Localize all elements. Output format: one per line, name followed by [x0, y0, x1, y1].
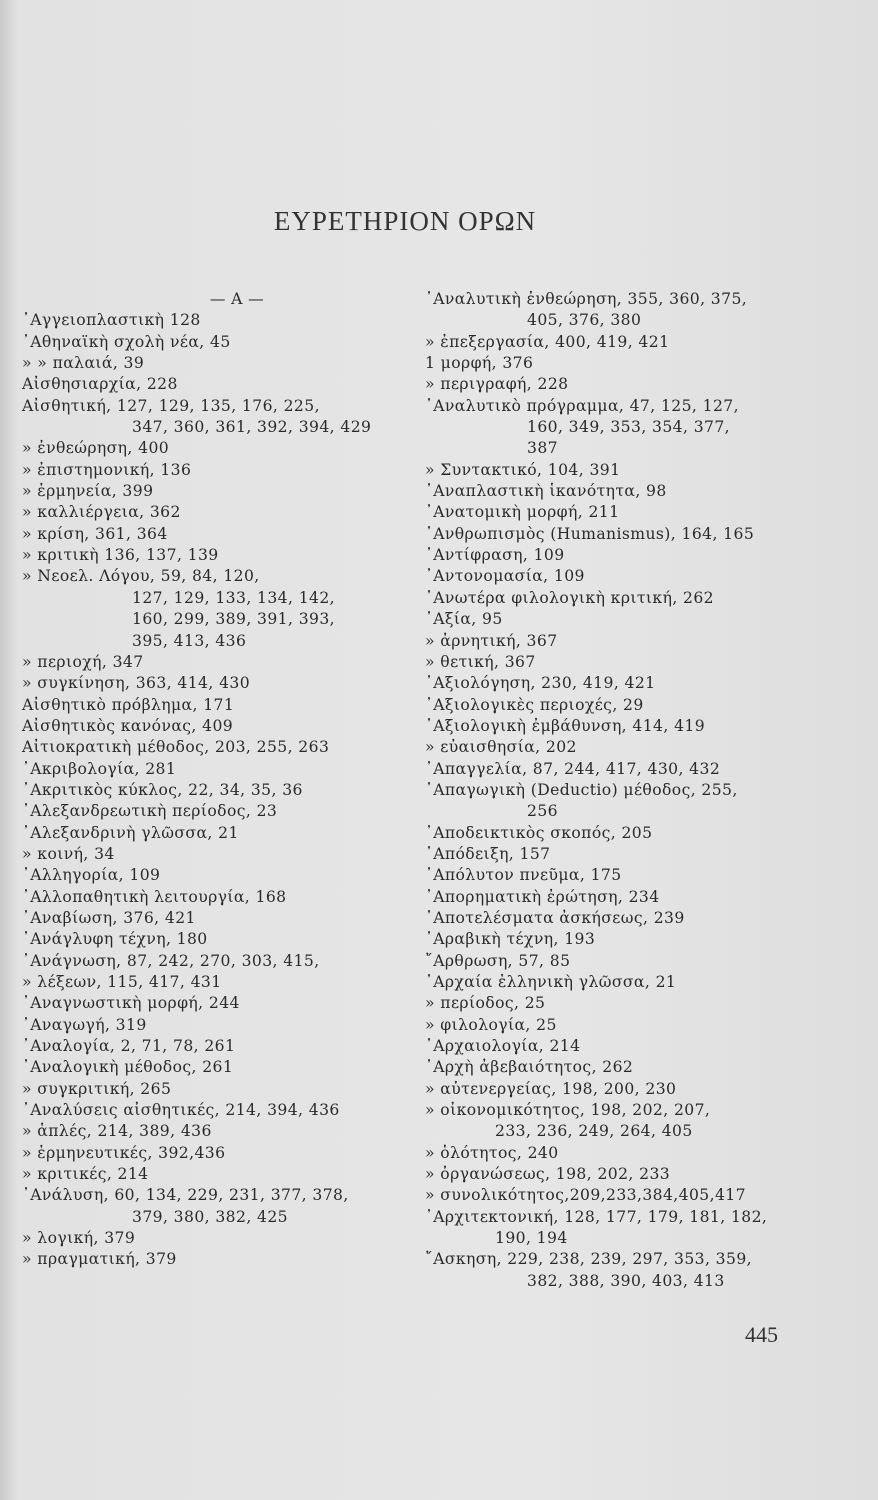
index-entry: ᾽Απαγωγικὴ (Deductio) μέθοδος, 255,	[425, 780, 738, 799]
index-entry: Αἰσθησιαρχία, 228	[22, 375, 178, 394]
index-entry: ᾽Αρχιτεκτονική, 128, 177, 179, 181, 182,	[425, 1207, 768, 1226]
index-entry: ᾽Αλλοπαθητικὴ λειτουργία, 168	[22, 887, 287, 906]
index-entry: » περιγραφή, 228	[425, 375, 569, 394]
index-entry: ᾽Απορηματικὴ ἐρώτηση, 234	[425, 887, 660, 906]
index-entry: 379, 380, 382, 425	[132, 1207, 288, 1226]
index-entry: » Συντακτικό, 104, 391	[425, 460, 621, 479]
index-entry: Αἰσθητική, 127, 129, 135, 176, 225,	[22, 396, 320, 415]
index-entry: ᾽Ακριτικὸς κύκλος, 22, 34, 35, 36	[22, 780, 303, 799]
index-entry: » εὐαισθησία, 202	[425, 738, 577, 757]
index-entry: ᾽Αξία, 95	[425, 610, 503, 629]
index-entry: ᾽Απαγγελία, 87, 244, 417, 430, 432	[425, 759, 721, 778]
index-entry: ᾽Ανάγνωση, 87, 242, 270, 303, 415,	[22, 951, 320, 970]
index-entry: ᾽Αραβικὴ τέχνη, 193	[425, 930, 596, 949]
index-entry: » περιοχή, 347	[22, 652, 144, 671]
index-entry: ᾽Αναλογικὴ μέθοδος, 261	[22, 1058, 234, 1077]
index-entry: ᾽Ανάλυση, 60, 134, 229, 231, 377, 378,	[22, 1186, 349, 1205]
index-entry: ᾽Αξιολογικὲς περιοχές, 29	[425, 695, 644, 714]
index-entry: ᾽Αναλυτικὸ πρόγραμμα, 47, 125, 127,	[425, 396, 739, 415]
index-entry: ᾽Ανατομικὴ μορφή, 211	[425, 503, 620, 522]
index-entry: ᾽Αναπλαστικὴ ἱκανότητα, 98	[425, 482, 667, 501]
index-entry: » συγκριτική, 265	[22, 1079, 172, 1098]
index-entry: ῎Αρθρωση, 57, 85	[425, 951, 571, 970]
index-entry: ᾽Αναβίωση, 376, 421	[22, 908, 196, 927]
index-entry: 190, 194	[495, 1229, 568, 1248]
index-entry: » ἐπεξεργασία, 400, 419, 421	[425, 332, 670, 351]
index-entry: » ἑρμηνευτικές, 392,436	[22, 1143, 226, 1162]
index-column-left	[22, 289, 392, 1271]
index-entry: ᾽Ακριβολογία, 281	[22, 759, 177, 778]
index-entry: ᾽Αποδεικτικὸς σκοπός, 205	[425, 823, 653, 842]
index-entry: ᾽Αλληγορία, 109	[22, 866, 161, 885]
index-entry: ᾽Ανθρωπισμὸς (Humanismus), 164, 165	[425, 524, 755, 543]
index-entry: ᾽Αναγωγή, 319	[22, 1015, 147, 1034]
index-entry: ᾽Αναλογία, 2, 71, 78, 261	[22, 1037, 236, 1056]
index-entry: 387	[527, 439, 558, 458]
index-entry: 405, 376, 380	[527, 311, 642, 330]
index-entry: » » παλαιά, 39	[22, 354, 145, 373]
index-entry: Αἰτιοκρατικὴ μέθοδος, 203, 255, 263	[22, 738, 330, 757]
index-entry: » συνολικότητος,209,233,384,405,417	[425, 1186, 746, 1205]
index-entry: 233, 236, 249, 264, 405	[495, 1122, 693, 1141]
index-entry: » λέξεων, 115, 417, 431	[22, 973, 222, 991]
index-entry: ᾽Αθηναϊκὴ σχολὴ νέα, 45	[22, 332, 231, 351]
index-entry: Αἰσθητικὸς κανόνας, 409	[22, 716, 234, 735]
index-entry: ᾽Απόδειξη, 157	[425, 844, 551, 863]
index-entry: » κριτικές, 214	[22, 1165, 149, 1184]
index-entry: » ἐνθεώρηση, 400	[22, 439, 170, 458]
section-letter-heading: — Α —	[209, 290, 265, 308]
page-number: 445	[745, 1322, 778, 1347]
index-entry: » Νεοελ. Λόγου, 59, 84, 120,	[22, 567, 260, 586]
index-entry: ᾽Αξιολόγηση, 230, 419, 421	[425, 674, 656, 693]
index-entry: » αὐτενεργείας, 198, 200, 230	[425, 1079, 677, 1098]
index-entry: ᾽Αποτελέσματα ἀσκήσεως, 239	[425, 908, 685, 927]
index-entry: » κριτικὴ 136, 137, 139	[22, 546, 219, 565]
index-entry: ᾽Αρχὴ ἀβεβαιότητος, 262	[425, 1058, 634, 1077]
index-entry: » ἀρνητική, 367	[425, 631, 558, 650]
index-entry: ᾽Αλεξανδρινὴ γλῶσσα, 21	[22, 823, 239, 842]
index-entry: 127, 129, 133, 134, 142,	[132, 588, 336, 607]
index-column-right	[425, 289, 785, 1292]
index-entry: » ἑρμηνεία, 399	[22, 482, 154, 501]
index-entry: » ὀργανώσεως, 198, 202, 233	[425, 1165, 671, 1184]
index-entry: ῎Ασκηση, 229, 238, 239, 297, 353, 359,	[425, 1250, 752, 1269]
right-entries	[425, 289, 785, 1292]
index-entry: ᾽Ανάγλυφη τέχνη, 180	[22, 930, 208, 949]
index-entry: 256	[527, 802, 558, 821]
index-entry: » καλλιέργεια, 362	[22, 503, 181, 522]
index-entry: ᾽Αρχαία ἑλληνικὴ γλῶσσα, 21	[425, 973, 677, 991]
index-entry: » κρίση, 361, 364	[22, 524, 168, 543]
index-entry: 160, 299, 389, 391, 393,	[132, 610, 336, 629]
index-entry: Αἰσθητικὸ πρόβλημα, 171	[22, 695, 235, 714]
index-entry: ᾽Αξιολογικὴ ἐμβάθυνση, 414, 419	[425, 716, 706, 735]
index-entry: ᾽Αναγνωστικὴ μορφή, 244	[22, 994, 240, 1013]
index-entry: » κοινή, 34	[22, 844, 115, 863]
index-entry: » ἐπιστημονική, 136	[22, 460, 192, 479]
index-entry: » ἁπλές, 214, 389, 436	[22, 1122, 212, 1141]
index-entry: 1 μορφή, 376	[425, 354, 534, 373]
index-entry: ᾽Αλεξανδρεωτικὴ περίοδος, 23	[22, 802, 278, 821]
index-entry: ᾽Απόλυτον πνεῦμα, 175	[425, 866, 622, 885]
index-entry: 347, 360, 361, 392, 394, 429	[132, 418, 372, 437]
index-entry: » πραγματική, 379	[22, 1250, 177, 1269]
index-entry: » συγκίνηση, 363, 414, 430	[22, 674, 251, 693]
index-entry: » περίοδος, 25	[425, 994, 546, 1013]
index-entry: 160, 349, 353, 354, 377,	[527, 418, 731, 437]
index-entry: » ὁλότητος, 240	[425, 1143, 559, 1162]
index-entry: ᾽Ανωτέρα φιλολογικὴ κριτική, 262	[425, 588, 715, 607]
index-entry: 382, 388, 390, 403, 413	[527, 1271, 725, 1290]
index-entry: ᾽Αντονομασία, 109	[425, 567, 585, 586]
index-entry: » θετική, 367	[425, 652, 536, 671]
left-entries	[22, 310, 392, 1270]
index-entry: 395, 413, 436	[132, 631, 247, 650]
index-entry: ᾽Αναλύσεις αἰσθητικές, 214, 394, 436	[22, 1101, 340, 1120]
index-entry: » φιλολογία, 25	[425, 1015, 557, 1034]
page-title: ΕΥΡΕΤΗΡΙΟΝ ΟΡΩΝ	[273, 206, 537, 236]
index-entry: ᾽Αρχαιολογία, 214	[425, 1037, 581, 1056]
index-entry: ᾽Αντίφραση, 109	[425, 546, 565, 565]
index-entry: » λογική, 379	[22, 1229, 136, 1248]
index-entry: » οἰκονομικότητος, 198, 202, 207,	[425, 1101, 711, 1120]
index-entry: ᾽Αναλυτικὴ ἐνθεώρηση, 355, 360, 375,	[425, 290, 748, 308]
index-entry: ᾽Αγγειοπλαστικὴ 128	[22, 311, 201, 330]
